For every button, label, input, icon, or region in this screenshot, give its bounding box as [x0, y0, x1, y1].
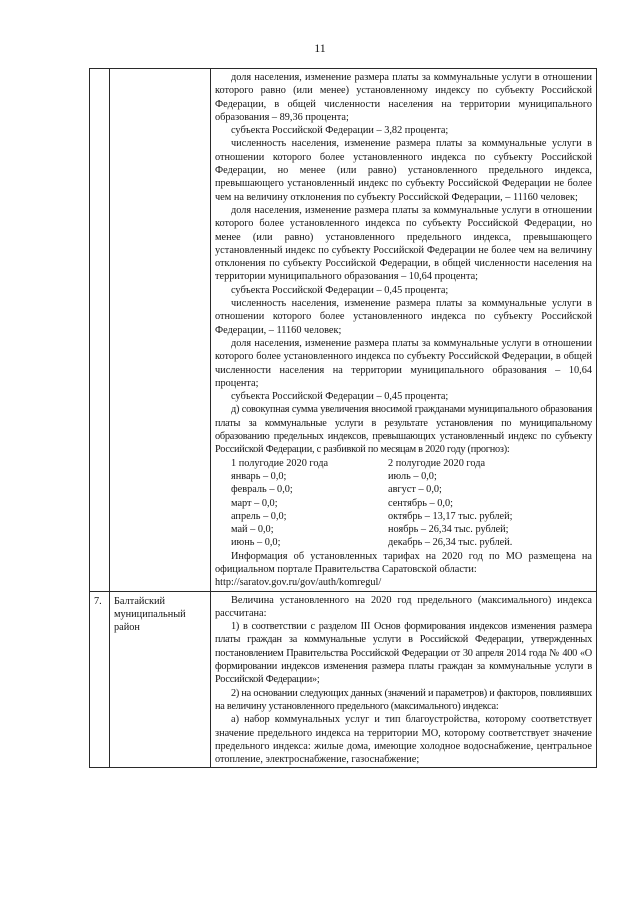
month-item: август – 0,0; [388, 484, 442, 496]
month-item: сентябрь – 0,0; [388, 497, 453, 509]
info-url: http://saratov.gov.ru/gov/auth/komregul/ [215, 577, 382, 589]
paragraph: субъекта Российской Федерации – 0,45 процента; [231, 391, 449, 403]
paragraph: доля населения, изменение размера платы за коммунальные услуги в отношении которого более установленного индекса по субъекту Российской Федерации, в общей численности населения на территории муниципального образования – 10,64 процента; [215, 337, 592, 389]
page-number: 11 [314, 41, 326, 55]
paragraph: численность населения, изменение размера платы за коммунальные услуги в отношении которого более установленного индекса по субъекту Российской Федерации, но менее (или равно) установленного предельного индекса, превышающего установленный индекс по субъекту Российской Федерации не более чем на величину отклонения по субъекту Российской Федерации, – 11160 человек; [215, 138, 592, 203]
paragraph: Величина установленного на 2020 год предельного (максимального) индекса рассчитана: [215, 594, 592, 619]
paragraph: субъекта Российской Федерации – 3,82 процента; [231, 125, 449, 137]
month-item: октябрь – 13,17 тыс. рублей; [388, 510, 513, 522]
description-cell [211, 69, 597, 592]
table-row [90, 69, 597, 592]
month-item: февраль – 0,0; [231, 484, 293, 496]
month-item: декабрь – 26,34 тыс. рублей. [388, 537, 513, 549]
paragraph: доля населения, изменение размера платы за коммунальные услуги в отношении которого равно (или менее) установленному индексу по субъекту Российской Федерации, в общей численности населения на территории муниципального образования – 89,36 процента; [215, 72, 592, 123]
paragraph: д) совокупная сумма увеличения вносимой гражданами муниципального образования платы за коммунальные услуги в результате установления по муниципальному образованию предельных индексов, превышающих установленный индекс по субъекту Российской Федерации, с разбивкой по месяцам в 2020 году (прогноз): [215, 404, 592, 456]
paragraph: а) набор коммунальных услуг и тип благоустройства, которому соответствует значение предельного индекса на территории МО, которому соответствует значение предельного индекса: жилые дома, имеющие холодное водоснабжение, центральное отопление, электроснабжение, газоснабжение; [215, 714, 592, 766]
month-item: апрель – 0,0; [231, 510, 287, 522]
paragraph: 1) в соответствии с разделом III Основ формирования индексов изменения размера платы граждан за коммунальные услуги в Российской Федерации, утвержденных постановлением Правительства Российской Федерации от 30 апреля 2014 года № 400 «О формировании индексов изменения размера платы граждан за коммунальные услуги в Российской Федерации»; [215, 621, 592, 686]
month-item: январь – 0,0; [231, 470, 287, 482]
info-paragraph: Информация об установленных тарифах на 2020 год по МО размещена на официальном портале Правительства Саратовской области: [215, 550, 592, 575]
half-year-heading: 2 полугодие 2020 года [388, 457, 486, 469]
row-number-cell [90, 69, 110, 592]
paragraph: доля населения, изменение размера платы за коммунальные услуги в отношении которого более установленного индекса по субъекту Российской Федерации, но менее (или равно) установленного предельного индекса, превышающего установленный индекс по субъекту Российской Федерации не более чем на величину отклонения по субъекту Российской Федерации, в общей численности населения на территории муниципального образования – 10,64 процента; [215, 204, 592, 283]
second-half-column [388, 457, 592, 550]
month-item: июнь – 0,0; [231, 537, 281, 549]
monthly-forecast [215, 457, 592, 550]
document-table [89, 68, 597, 768]
month-item: март – 0,0; [231, 497, 278, 509]
row-number-cell: 7. [90, 591, 110, 768]
municipality-cell [110, 69, 211, 592]
description-cell [211, 591, 597, 768]
month-item: ноябрь – 26,34 тыс. рублей; [388, 524, 509, 536]
paragraph: численность населения, изменение размера платы за коммунальные услуги в отношении которого более установленного индекса по субъекту Российской Федерации, – 11160 человек; [215, 298, 592, 336]
table-row [90, 591, 597, 768]
half-year-heading: 1 полугодие 2020 года [231, 457, 329, 469]
month-item: июль – 0,0; [388, 470, 437, 482]
paragraph: субъекта Российской Федерации – 0,45 процента; [231, 284, 449, 296]
month-item: май – 0,0; [231, 524, 274, 536]
municipality-cell: Балтайский муниципальный район [110, 591, 211, 768]
first-half-column [215, 457, 388, 550]
paragraph: 2) на основании следующих данных (значений и параметров) и факторов, повлиявших на величину установленного предельного (максимального) индекса: [215, 687, 592, 712]
